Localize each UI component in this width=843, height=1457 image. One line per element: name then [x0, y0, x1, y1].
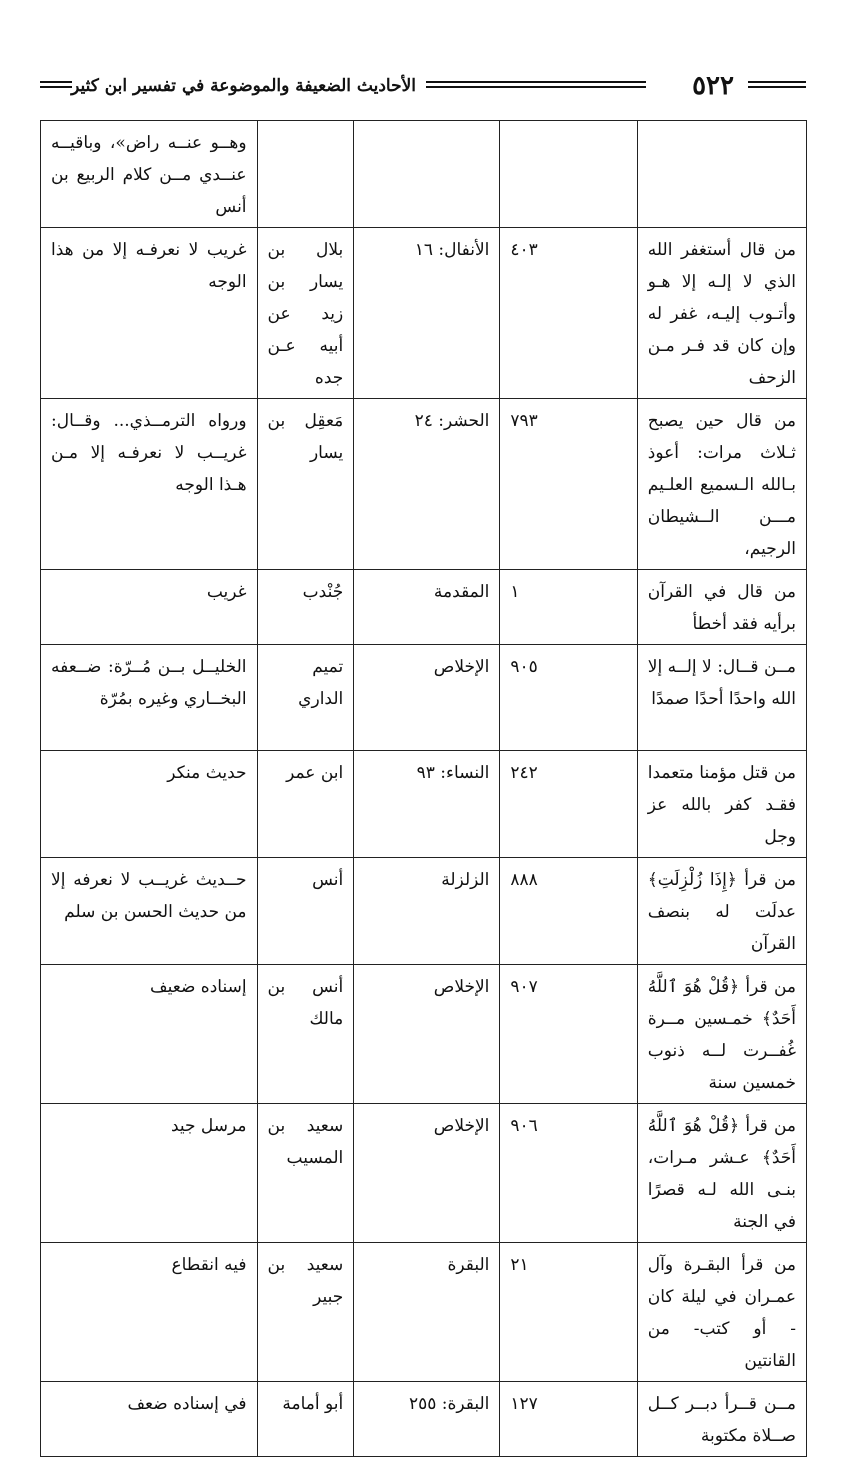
hadith-text-cell: مــن قــال: لا إلــه إلا الله واحدًا أحدًا صمدًا	[637, 645, 806, 751]
ruling-cell: غريب لا نعرفـه إلا من هذا الوجه	[41, 228, 258, 399]
narrator-cell: سعيد بن المسيب	[257, 1104, 354, 1243]
surah-location-cell: الإخلاص	[354, 1104, 500, 1243]
surah-location-cell: البقرة: ٢٥٥	[354, 1382, 500, 1457]
narrator-cell: أبو أمامة	[257, 1382, 354, 1457]
ruling-cell: ورواه الترمــذي... وقــال: غريــب لا نعرفـه إلا مـن هـذا الوجه	[41, 399, 258, 570]
surah-location-cell: الإخلاص	[354, 645, 500, 751]
hadith-number-cell: ٨٨٨	[500, 858, 637, 965]
table-row	[41, 1104, 807, 1243]
hadith-number-cell: ٩٠٦	[500, 1104, 637, 1243]
table-row	[41, 228, 807, 399]
hadith-number-cell: ٩٠٧	[500, 965, 637, 1104]
hadith-number-cell: ٢٤٢	[500, 751, 637, 858]
surah-location-cell: البقرة	[354, 1243, 500, 1382]
ruling-cell: حــديث غريــب لا نعرفه إلا من حديث الحسن بن سلم	[41, 858, 258, 965]
narrator-cell: مَعقِل بن يسار	[257, 399, 354, 570]
book-title: الأحاديث الضعيفة والموضوعة في تفسير ابن كثير	[71, 76, 416, 96]
ruling-cell: فيه انقطاع	[41, 1243, 258, 1382]
ruling-cell: الخليــل بــن مُــرّة: ضــعفه البخــاري وغيره بمُرّة	[41, 645, 258, 751]
surah-location-cell: الأنفال: ١٦	[354, 228, 500, 399]
hadith-text-cell: من قال حين يصبح ثـلاث مرات: أعوذ بـالله الـسميع العلـيم مـــن الــشيطان الرجيم،	[637, 399, 806, 570]
narrator-cell: تميم الداري	[257, 645, 354, 751]
hadith-text-cell: من قرأ ﴿إِذَا زُلْزِلَتِ﴾ عدلَت له بنصف القرآن	[637, 858, 806, 965]
hadith-number-cell: ٧٩٣	[500, 399, 637, 570]
narrator-cell: أنس بن مالك	[257, 965, 354, 1104]
hadith-text-cell: من قتل مؤمنا متعمدا فقـد كفر بالله عز وجل	[637, 751, 806, 858]
hadith-table	[40, 120, 807, 1457]
narrator-cell: أنس	[257, 858, 354, 965]
ruling-cell: وهــو عنــه راض»، وباقيــه عنــدي مــن كلام الربيع بن أنس	[41, 121, 258, 228]
hadith-text-cell: مــن قــرأ دبــر كــل صــلاة مكتوبة	[637, 1382, 806, 1457]
hadith-number-cell: ١	[500, 570, 637, 645]
narrator-cell: سعيد بن جبير	[257, 1243, 354, 1382]
header-ornament-rule	[426, 80, 646, 89]
hadith-number-cell: ٢١	[500, 1243, 637, 1382]
table-row	[41, 399, 807, 570]
page-header	[40, 66, 806, 106]
surah-location-cell: المقدمة	[354, 570, 500, 645]
narrator-cell: ابن عمر	[257, 751, 354, 858]
hadith-number-cell: ١٢٧	[500, 1382, 637, 1457]
table-row	[41, 858, 807, 965]
table-row	[41, 965, 807, 1104]
table-row	[41, 121, 807, 228]
surah-location-cell: الحشر: ٢٤	[354, 399, 500, 570]
hadith-number-cell	[500, 121, 637, 228]
header-ornament-rule	[748, 80, 806, 89]
page-number: ٥٢٢	[692, 71, 734, 101]
narrator-cell	[257, 121, 354, 228]
surah-location-cell: النساء: ٩٣	[354, 751, 500, 858]
surah-location-cell: الإخلاص	[354, 965, 500, 1104]
ruling-cell: إسناده ضعيف	[41, 965, 258, 1104]
hadith-number-cell: ٤٠٣	[500, 228, 637, 399]
table-row	[41, 1243, 807, 1382]
ruling-cell: حديث منكر	[41, 751, 258, 858]
table-body	[41, 121, 807, 1457]
narrator-cell: جُنْدب	[257, 570, 354, 645]
narrator-cell: بلال بن يسار بن زيد عن أبيه عـن جده	[257, 228, 354, 399]
hadith-text-cell: من قرأ ﴿قُلْ هُوَ ٱللَّهُ أَحَدٌ﴾ عـشر مـرات، بنـى الله لـه قصرًا في الجنة	[637, 1104, 806, 1243]
ruling-cell: مرسل جيد	[41, 1104, 258, 1243]
surah-location-cell: الزلزلة	[354, 858, 500, 965]
hadith-text-cell: من قرأ ﴿قُلْ هُوَ ٱللَّهُ أَحَدٌ﴾ خمـسين مــرة غُفــرت لــه ذنوب خمسين سنة	[637, 965, 806, 1104]
ruling-cell: غريب	[41, 570, 258, 645]
table-row	[41, 570, 807, 645]
table-row	[41, 1382, 807, 1457]
ruling-cell: في إسناده ضعف	[41, 1382, 258, 1457]
hadith-text-cell: من قرأ البقـرة وآل عمـران في ليلة كان - أو كتب- من القانتين	[637, 1243, 806, 1382]
surah-location-cell	[354, 121, 500, 228]
header-ornament-rule	[40, 80, 72, 89]
table-row	[41, 751, 807, 858]
hadith-text-cell: من قال أستغفر الله الذي لا إلـه إلا هـو وأتـوب إليـه، غفر له وإن كان قد فـر مـن الزحف	[637, 228, 806, 399]
table-row	[41, 645, 807, 751]
hadith-text-cell: من قال في القرآن برأيه فقد أخطأ	[637, 570, 806, 645]
hadith-text-cell	[637, 121, 806, 228]
hadith-number-cell: ٩٠٥	[500, 645, 637, 751]
